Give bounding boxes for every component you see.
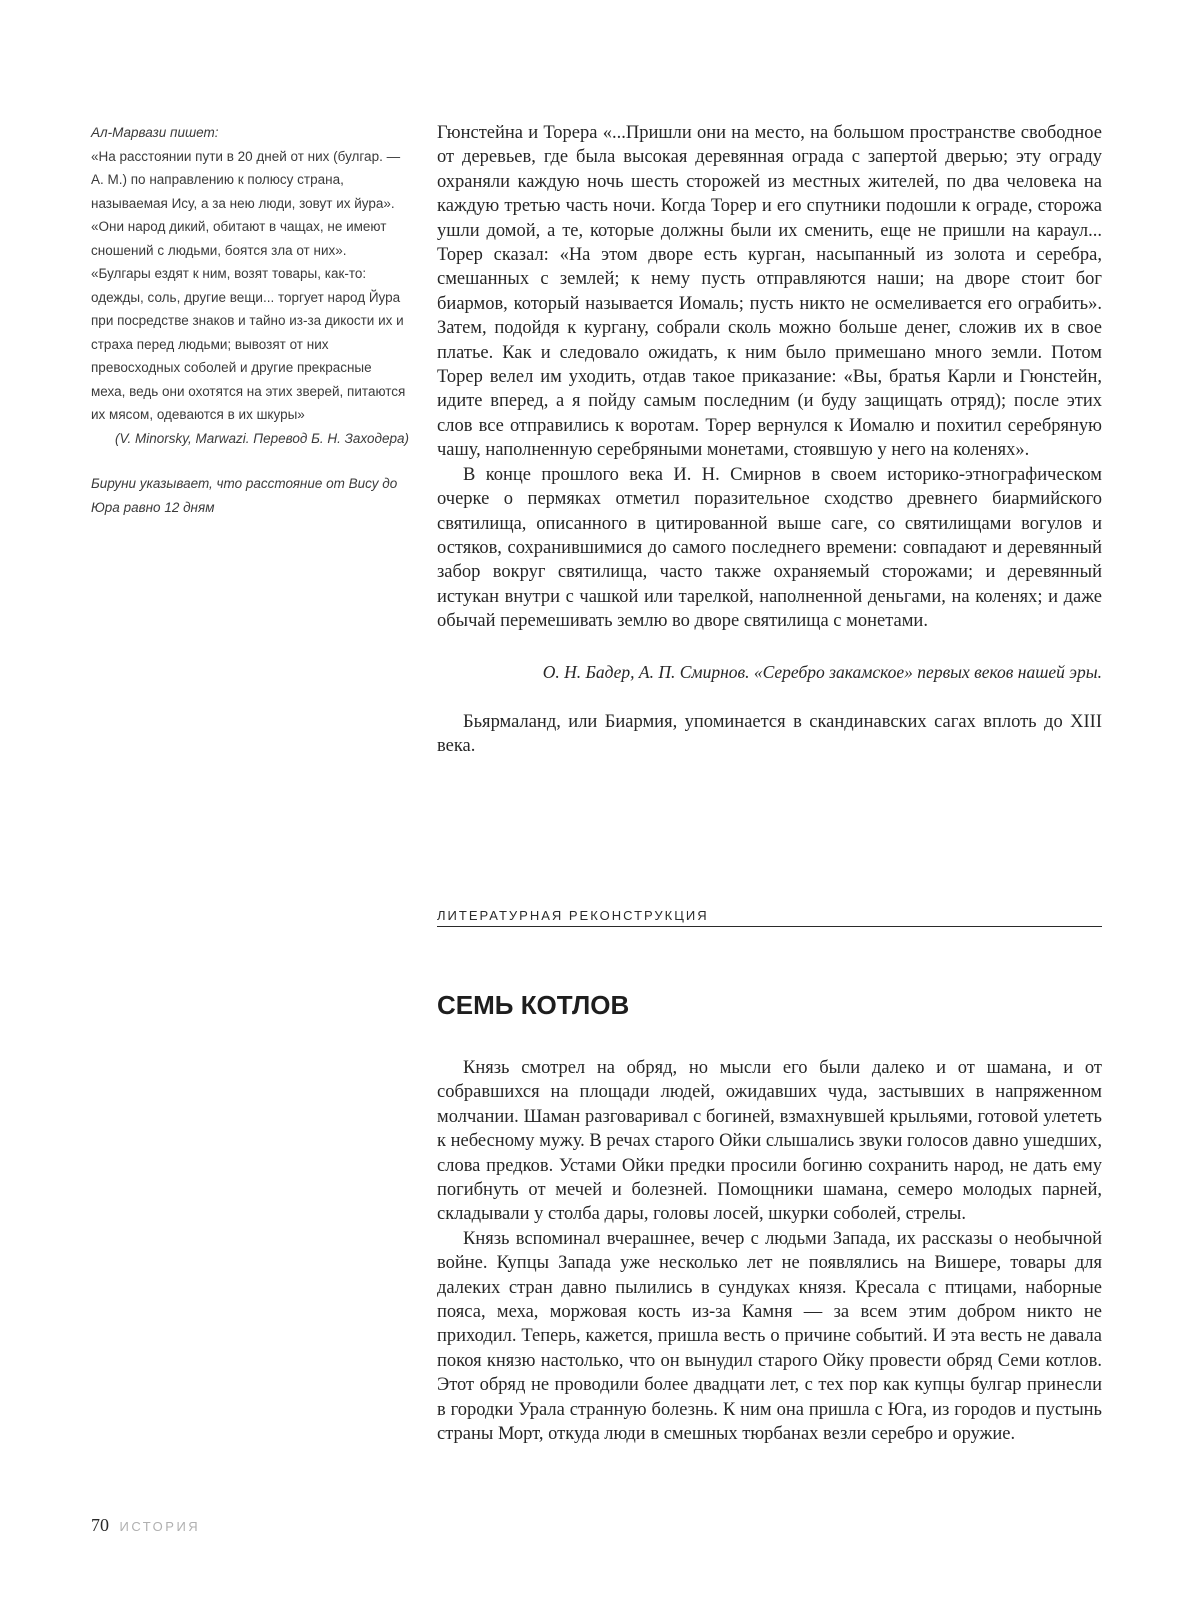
main-paragraph-3: Бьярмаланд, или Биармия, упоминается в скандинавских сагах вплоть до XIII века. — [437, 711, 1102, 757]
sidebar-quote — [91, 121, 409, 519]
footer-section-name: ИСТОРИЯ — [119, 1519, 201, 1534]
section-label: ЛИТЕРАТУРНАЯ РЕКОНСТРУКЦИЯ — [437, 908, 1102, 927]
sidebar-heading: Ал-Марвази пишет: — [91, 125, 219, 140]
main-paragraph-2: В конце прошлого века И. Н. Смирнов в своем историко-этнографическом очерке о пермяках отметил поразительное сходство древнего биармийского святилища, описанного в цитированной выше саге, со святилищами вогулов и остяков, сохранившимися до самого последнего времени: совпадают и деревянный забор вокруг святилища, часто также охраняемый сторожами; и деревянный истукан внутри с чашкой или тарелкой, наполненной деньгами, на коленях; и даже обычай перемешивать землю во дворе святилища с монетами. — [437, 464, 1102, 632]
main-signature: О. Н. Бадер, А. П. Смирнов. «Серебро закамское» первых веков нашей эры. — [542, 661, 1102, 682]
sidebar-quote-text: «На расстоянии пути в 20 дней от них (булгар. — А. М.) по направлению к полюсу страна, называемая Ису, а за нею люди, зовут их йура». «Они народ дикий, обитают в чащах, не имеют сношений с людьми, боятся зла от них». «Булгары ездят к ним, возят товары, как-то: одежды, соль, другие вещи... торгует народ Йура при посредстве знаков и тайно из-за дикости их и страха перед людьми; вывозят от них превосходных соболей и другие прекрасные меха, ведь они охотятся на этих зверей, питаются их мясом, одеваются в их шкуры» — [91, 148, 406, 422]
page-number: 70 — [91, 1515, 109, 1535]
main-article — [437, 121, 1102, 759]
story-title: СЕМЬ КОТЛОВ — [437, 990, 630, 1020]
story-paragraph-2: Князь вспоминал вчерашнее, вечер с людьми Запада, их рассказы о необычной войне. Купцы Запада уже несколько лет не появлялись на Вишере, товары для далеких стран давно пылились в сундуках князя. Кресала с птицами, наборные пояса, меха, моржовая кость из-за Камня — за всем этим добром никто не приходил. Теперь, кажется, пришла весть о причине событий. И эта весть не давала покоя князю настолько, что он вынудил старого Ойку провести обряд Семи котлов. Этот обряд не проводили более двадцати лет, с тех пор как купцы булгар принесли в городки Урала странную болезнь. К ним она пришла с Юга, из городов и пустынь страны Морт, откуда люди в смешных тюрбанах везли серебро и оружие. — [437, 1228, 1102, 1445]
page-footer — [91, 1515, 200, 1536]
main-paragraph-1: Гюнстейна и Торера «...Пришли они на место, на большом пространстве свободное от деревьев, где была высокая деревянная ограда с запертой дверью; эту ограду охраняли каждую ночь шесть сторожей из местных жителей, по два человека на каждую третью часть ночи. Когда Торер и его спутники подошли к ограде, сторожа ушли домой, а те, которые должны были их сменить, еще не пришли на караул... Торер сказал: «На этом дворе есть курган, насыпанный из золота и серебра, смешанных с землей; к нему пусть отправляются наши; на дворе стоит бог биармов, который называется Иомаль; пусть никто не осмеливается его ограбить». Затем, подойдя к кургану, собрали сколь можно больше денег, сложив их в свое платье. Как и следовало ожидать, к ним было примешано много земли. Потом Торер велел им уходить, отдав такое приказание: «Вы, братья Карли и Гюнстейн, идите вперед, а я пойду самым последним (и буду защищать отряд); после этих слов все отправились к воротам. Торер вернулся к Иомалю и похитил серебряную чашу, наполненную серебряными монетами, стоявшую у него на коленях». — [437, 123, 1102, 461]
sidebar-attribution: (V. Minorsky, Marwazi. Перевод Б. Н. Заходера) — [115, 430, 409, 446]
story-body — [437, 1056, 1102, 1447]
story-paragraph-1: Князь смотрел на обряд, но мысли его были далеко и от шамана, и от собравшихся на площади людей, ожидавших чуда, застывших в напряженном молчании. Шаман разговаривал с богиней, взмахнувшей крыльями, готовой улететь к небесному мужу. В речах старого Ойки слышались звуки голосов давно ушедших, слова предков. Устами Ойки предки просили богиню сохранить народ, не дать ему погибнуть от мечей и болезней. Помощники шамана, семеро молодых парней, складывали у столба дары, головы лосей, шкурки соболей, стрелы. — [437, 1058, 1102, 1225]
sidebar-note: Бируни указывает, что расстояние от Вису до Юра равно 12 дням — [91, 476, 398, 515]
